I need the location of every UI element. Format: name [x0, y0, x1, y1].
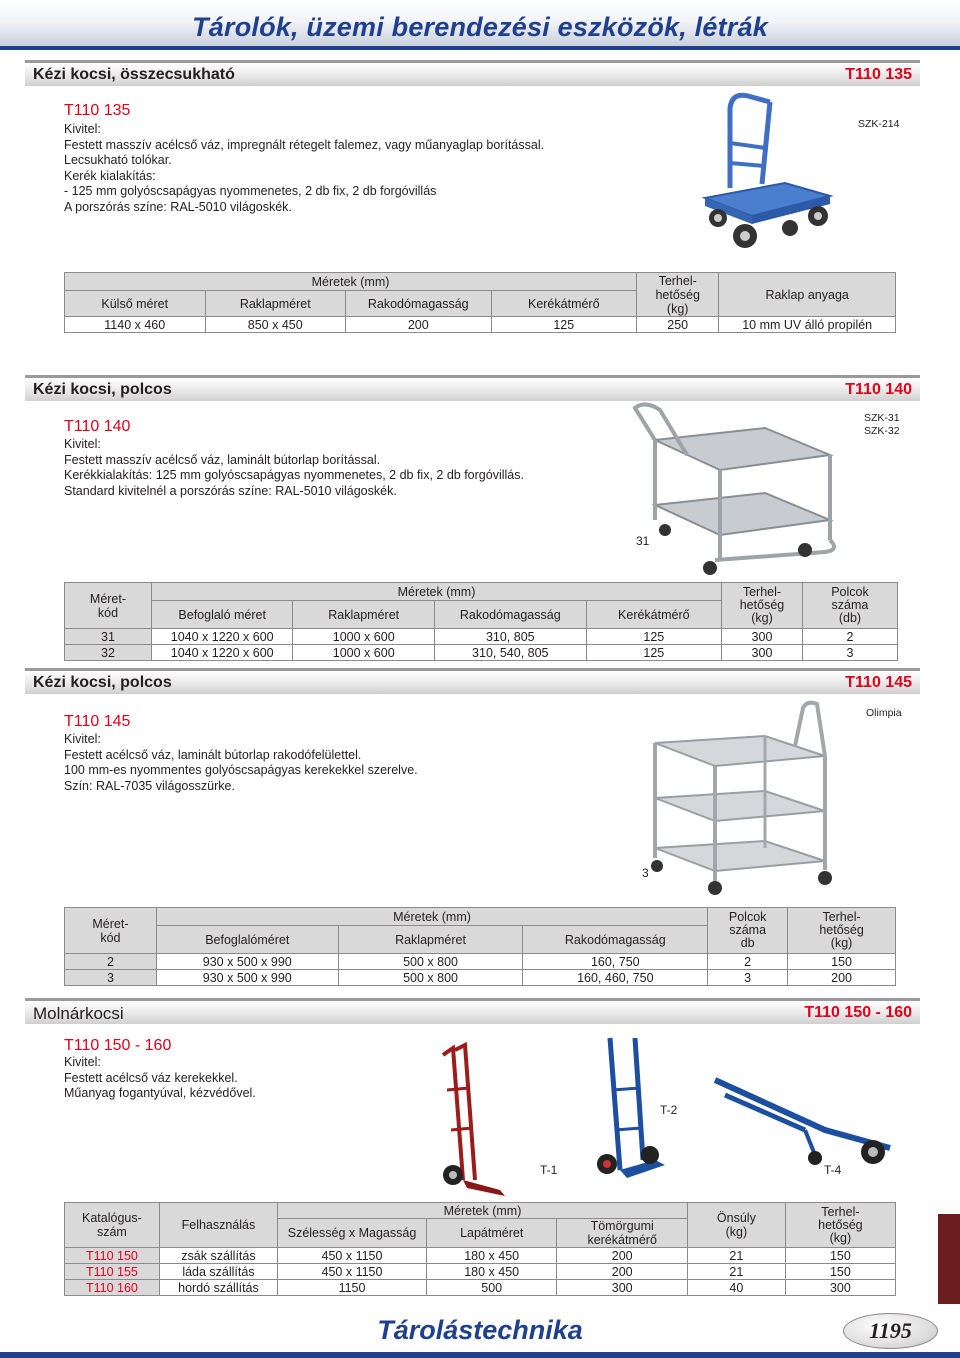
shelf-header: Polcok száma (db): [802, 583, 897, 629]
cell: 200: [557, 1264, 688, 1280]
cell: 300: [785, 1280, 895, 1296]
desc-line: Festett masszív acélcső váz, laminált bútorlap borítással.: [64, 452, 381, 467]
page-header-title: Tárolók, üzemi berendezési eszközök, létrák: [192, 12, 768, 42]
cell: 310, 805: [434, 629, 586, 645]
cell: 1150: [278, 1280, 427, 1296]
section-name: Kézi kocsi, összecsukható: [33, 66, 235, 83]
cell: 2: [802, 629, 897, 645]
product-description: [64, 1055, 256, 1102]
desc-line: Festett acélcső váz, laminált bútorlap rakodófelülettel.: [64, 747, 362, 762]
cell: 1040 x 1220 x 600: [151, 629, 293, 645]
desc-line: - 125 mm golyóscsapágyas nyommenetes, 2 db fix, 2 db forgóvillás: [64, 184, 437, 198]
page-number-badge: 1195: [843, 1313, 938, 1349]
cell: 200: [557, 1248, 688, 1264]
cell: 500: [426, 1280, 557, 1296]
spec-table-t110-150-160: [64, 1202, 896, 1296]
shelf-header: Polcok száma db: [708, 908, 788, 954]
cell: 150: [785, 1248, 895, 1264]
image-tag: Olimpia: [866, 707, 902, 719]
group-header: Méretek (mm): [156, 908, 707, 926]
cell: 125: [586, 645, 721, 661]
col-header: Raklapméret: [293, 601, 435, 629]
product-description: [64, 437, 524, 499]
cell: 2: [65, 954, 157, 970]
desc-line: Kivitel:: [64, 1055, 101, 1069]
cell: hordó szállítás: [159, 1280, 277, 1296]
cell: T110 150: [65, 1248, 160, 1264]
image-label: 31: [636, 534, 650, 548]
load-header: Terhel- hetőség (kg): [722, 583, 803, 629]
cell: 850 x 450: [205, 317, 346, 333]
group-header: Méretek (mm): [65, 273, 637, 291]
product-title: T110 150 - 160: [64, 1037, 172, 1054]
cell: 150: [788, 954, 896, 970]
cell: 250: [637, 317, 719, 333]
cell: 125: [491, 317, 637, 333]
col-header: Külső méret: [65, 291, 206, 317]
cell: 300: [722, 629, 803, 645]
cell: 10 mm UV álló propilén: [719, 317, 896, 333]
desc-line: 100 mm-es nyommentes golyóscsapágyas kerekekkel szerelve.: [64, 763, 418, 777]
product-title: T110 135: [64, 102, 131, 119]
three-shelf-cart-image: [645, 698, 855, 898]
footer-title: Tárolástechnika: [377, 1315, 583, 1345]
cell: 1000 x 600: [293, 645, 435, 661]
cell: 1040 x 1220 x 600: [151, 645, 293, 661]
load-header: Terhel- hetőség (kg): [785, 1203, 895, 1248]
cell: 500 x 800: [338, 970, 523, 986]
product-title: T110 140: [64, 418, 131, 435]
desc-line: Festett acélcső váz kerekekkel.: [64, 1070, 238, 1085]
group-header: Méretek (mm): [278, 1203, 688, 1219]
folding-cart-image: [690, 88, 840, 253]
code-header: Méret- kód: [65, 908, 157, 954]
cell: 180 x 450: [426, 1248, 557, 1264]
desc-line: A porszórás színe: RAL-5010 világoskék.: [64, 199, 292, 214]
section-code: T110 150 - 160: [804, 1004, 912, 1021]
cell: 32: [65, 645, 152, 661]
blue-hand-truck-image: [595, 1030, 670, 1190]
desc-line: Kivitel:: [64, 437, 101, 451]
cell: 300: [557, 1280, 688, 1296]
material-header: Raklap anyaga: [719, 273, 896, 317]
product-title: T110 145: [64, 713, 131, 730]
desc-line: Kerékkialakítás: 125 mm golyóscsapágyas nyommenetes, 2 db fix, 2 db forgóvillás.: [64, 468, 524, 482]
desc-line: Szín: RAL-7035 világosszürke.: [64, 778, 235, 793]
section-bar-t110-150-160: [25, 998, 920, 1024]
desc-line: Lecsukható tolókar.: [64, 153, 172, 167]
cell: 1000 x 600: [293, 629, 435, 645]
image-label: T-2: [660, 1103, 678, 1117]
section-name: Molnárkocsi: [33, 1004, 124, 1023]
cell: 450 x 1150: [278, 1248, 427, 1264]
product-description: [64, 122, 544, 215]
cell: 150: [785, 1264, 895, 1280]
col-header: Kerékátmérő: [586, 601, 721, 629]
red-hand-truck-image: [425, 1040, 515, 1200]
table-row: [65, 1248, 896, 1264]
section-code: T110 135: [845, 66, 912, 83]
table-row: [65, 645, 898, 661]
section-code: T110 145: [845, 674, 912, 691]
desc-line: Kivitel:: [64, 122, 101, 136]
load-header: Terhel- hetőség (kg): [788, 908, 896, 954]
image-label: T-4: [824, 1163, 842, 1177]
cell: 200: [788, 970, 896, 986]
cell: 125: [586, 629, 721, 645]
col-header: Kerékátmérő: [491, 291, 637, 317]
col-header: Rakodómagasság: [523, 926, 708, 954]
image-tags: SZK-31 SZK-32: [864, 412, 900, 437]
section-name: Kézi kocsi, polcos: [33, 674, 172, 691]
col-header: Befoglaló méret: [151, 601, 293, 629]
cell: 1140 x 460: [65, 317, 206, 333]
cell: 450 x 1150: [278, 1264, 427, 1280]
weight-header: Önsúly (kg): [687, 1203, 785, 1248]
shelf-cart-image: [625, 400, 855, 580]
desc-line: Kerék kialakítás:: [64, 168, 156, 183]
header-band: [0, 0, 960, 46]
footer-rule: [0, 1352, 960, 1358]
cell: 3: [802, 645, 897, 661]
col-header: Raklapméret: [205, 291, 346, 317]
table-row: [65, 954, 896, 970]
cell: zsák szállítás: [159, 1248, 277, 1264]
cell: 310, 540, 805: [434, 645, 586, 661]
spec-table-t110-140: [64, 582, 898, 661]
cell: 3: [65, 970, 157, 986]
col-header: Rakodómagasság: [434, 601, 586, 629]
section-bar-t110-135: [25, 60, 920, 86]
section-code: T110 140: [845, 381, 912, 398]
image-label: T-1: [540, 1163, 558, 1177]
use-header: Felhasználás: [159, 1203, 277, 1248]
cell: 300: [722, 645, 803, 661]
table-row: [65, 317, 896, 333]
cell: láda szállítás: [159, 1264, 277, 1280]
cell: 2: [708, 954, 788, 970]
cell: T110 160: [65, 1280, 160, 1296]
cell: 21: [687, 1248, 785, 1264]
side-tab-marker: [938, 1214, 960, 1304]
cell: 930 x 500 x 990: [156, 954, 338, 970]
col-header: Raklapméret: [338, 926, 523, 954]
col-header: Rakodómagasság: [346, 291, 492, 317]
spec-table-t110-135: [64, 272, 896, 333]
col-header: Befoglalóméret: [156, 926, 338, 954]
load-header: Terhel- hetőség (kg): [637, 273, 719, 317]
spec-table-t110-145: [64, 907, 896, 986]
code-header: Katalógus- szám: [65, 1203, 160, 1248]
cell: 500 x 800: [338, 954, 523, 970]
cell: 200: [346, 317, 492, 333]
table-row: [65, 970, 896, 986]
table-row: [65, 1280, 896, 1296]
group-header: Méretek (mm): [151, 583, 721, 601]
code-header: Méret- kód: [65, 583, 152, 629]
blue-barrel-truck-image: [705, 1070, 905, 1170]
desc-line: Standard kivitelnél a porszórás színe: RAL-5010 világoskék.: [64, 483, 397, 498]
section-name: Kézi kocsi, polcos: [33, 381, 172, 398]
cell: 180 x 450: [426, 1264, 557, 1280]
cell: 40: [687, 1280, 785, 1296]
image-label: 3: [642, 866, 649, 880]
product-description: [64, 732, 418, 794]
desc-line: Műanyag fogantyúval, kézvédővel.: [64, 1086, 256, 1100]
cell: 21: [687, 1264, 785, 1280]
col-header: Tömörgumi kerékátmérő: [557, 1219, 688, 1248]
cell: 160, 460, 750: [523, 970, 708, 986]
col-header: Lapátméret: [426, 1219, 557, 1248]
image-tag: SZK-214: [858, 118, 900, 130]
col-header: Szélesség x Magasság: [278, 1219, 427, 1248]
table-row: [65, 1264, 896, 1280]
cell: 160, 750: [523, 954, 708, 970]
table-row: [65, 629, 898, 645]
cell: T110 155: [65, 1264, 160, 1280]
cell: 930 x 500 x 990: [156, 970, 338, 986]
section-bar-t110-140: [25, 375, 920, 401]
cell: 3: [708, 970, 788, 986]
header-rule: [0, 46, 960, 50]
cell: 31: [65, 629, 152, 645]
desc-line: Kivitel:: [64, 732, 101, 746]
section-bar-t110-145: [25, 668, 920, 694]
desc-line: Festett masszív acélcső váz, impregnált rétegelt falemez, vagy műanyaglap borítással.: [64, 137, 545, 152]
